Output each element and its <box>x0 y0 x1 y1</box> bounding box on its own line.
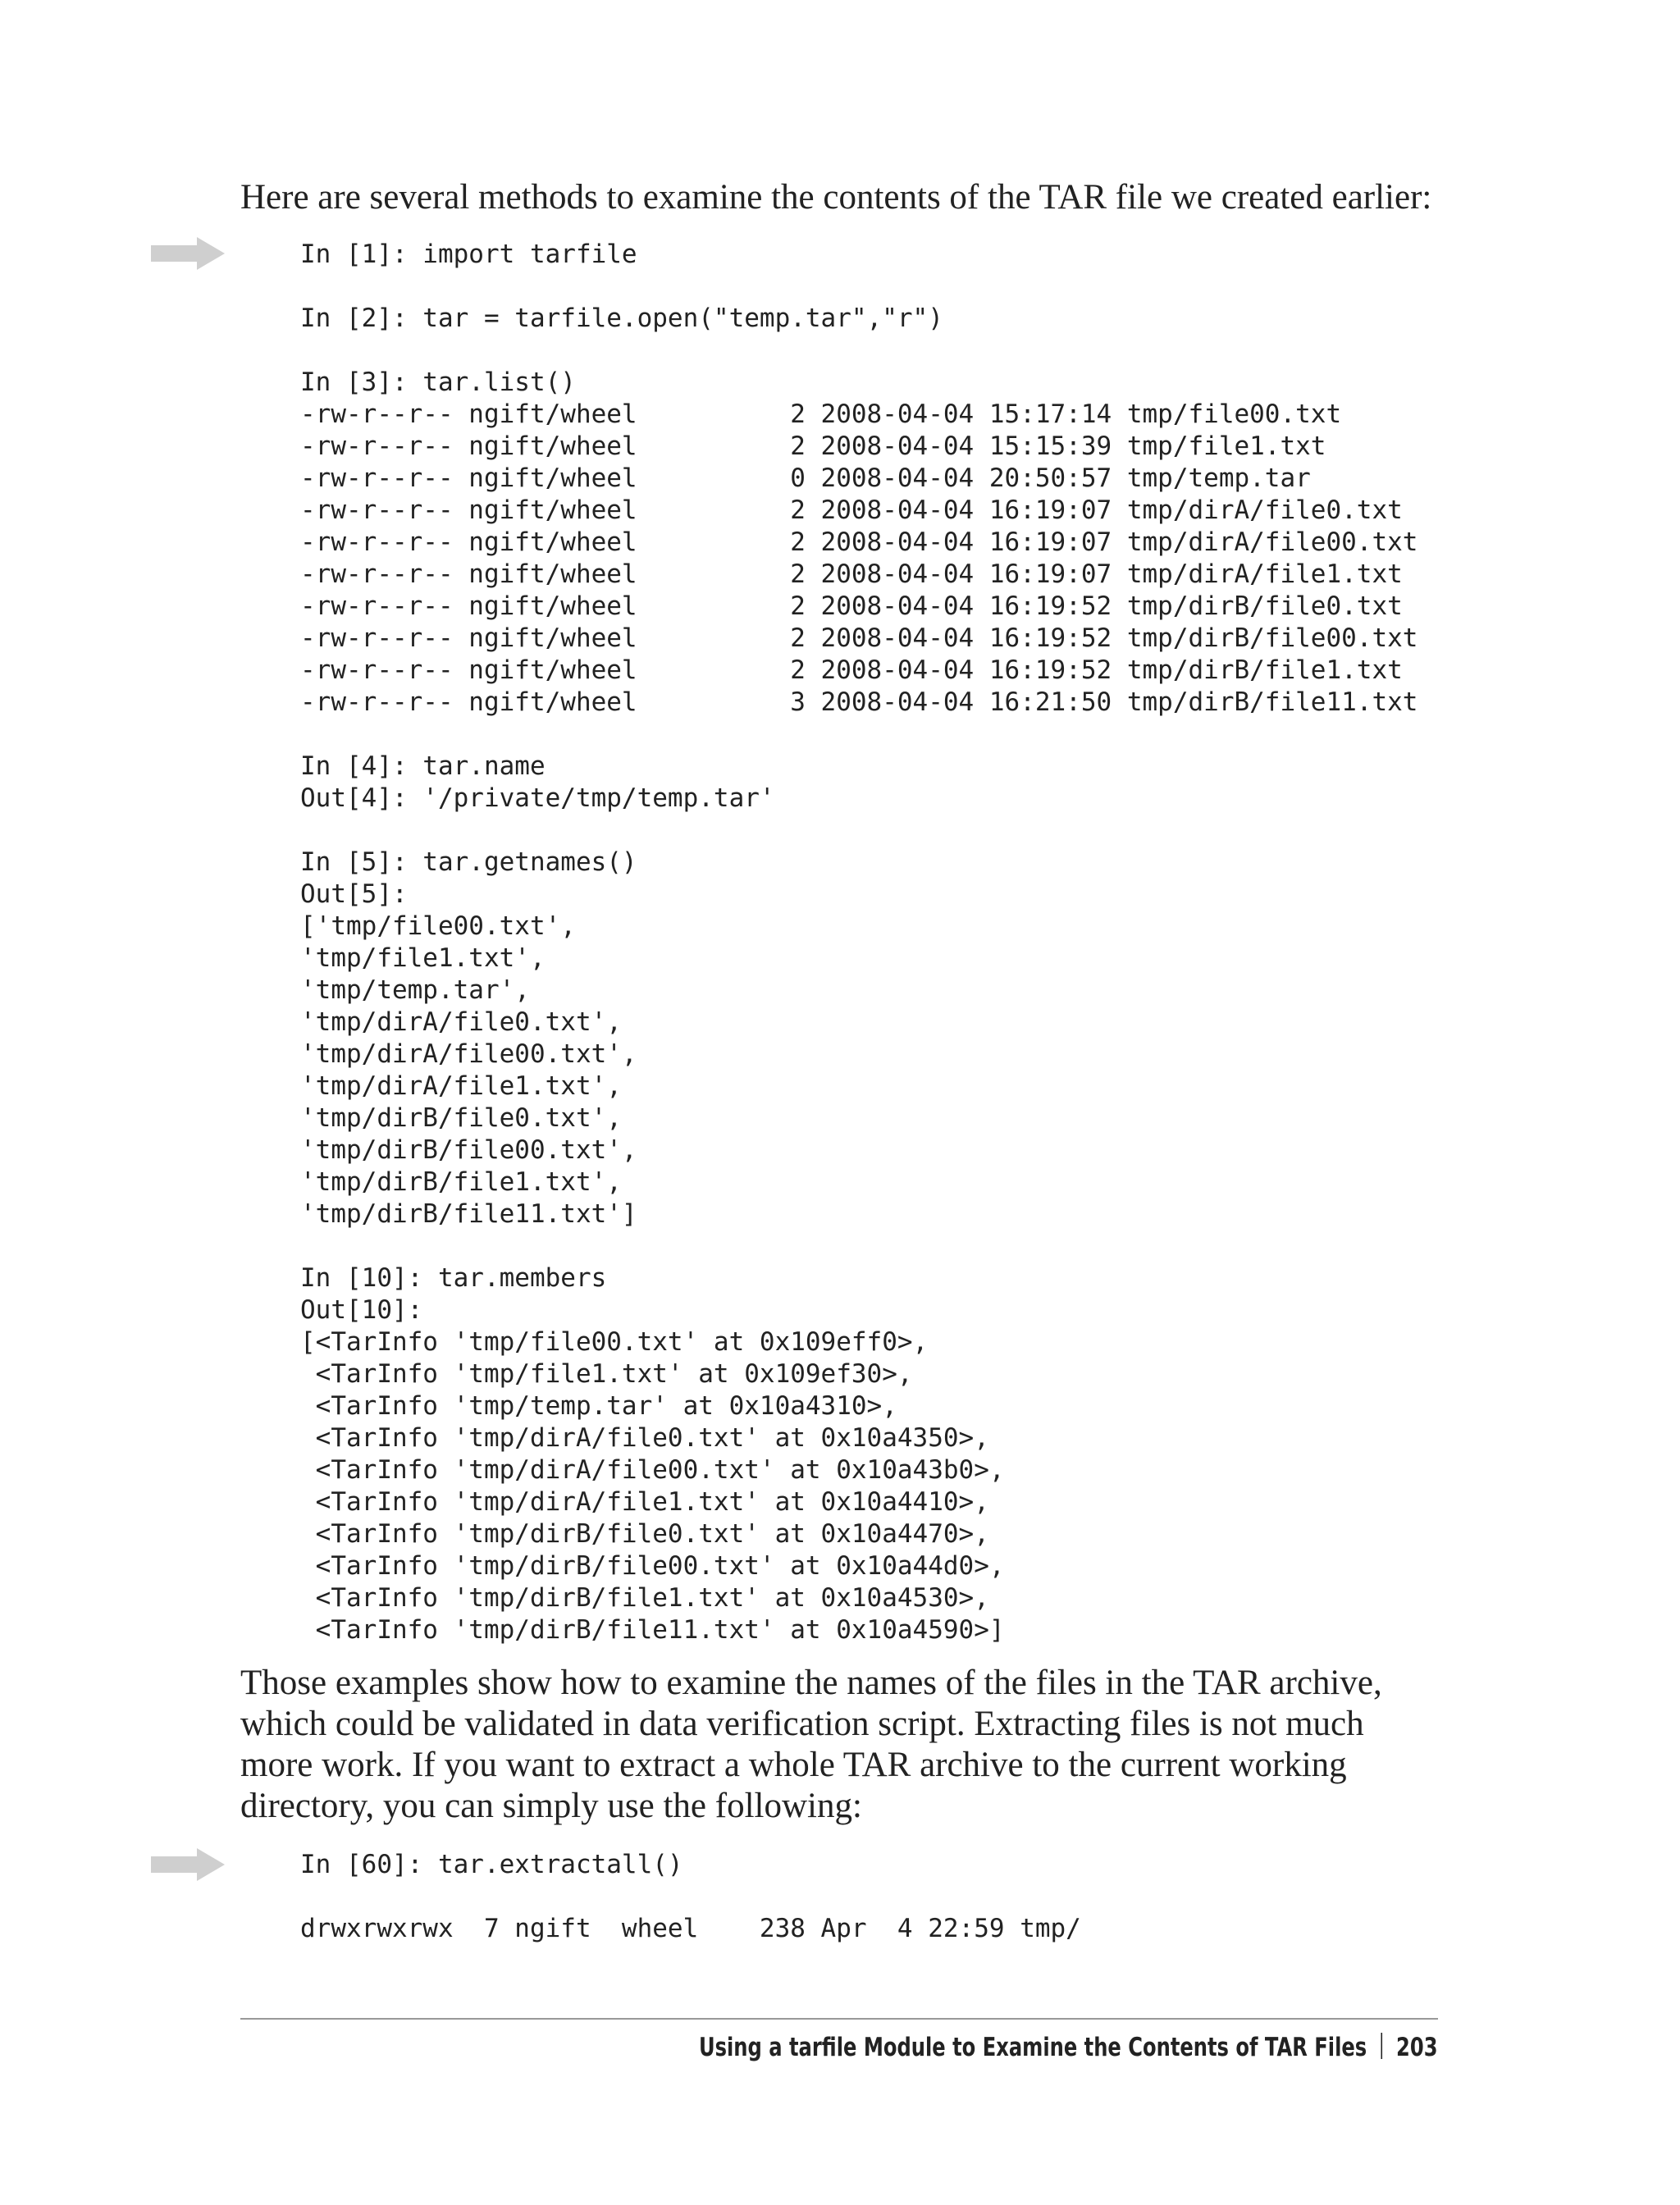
code-example-arrow-icon <box>151 1848 225 1881</box>
page-number: 203 <box>1396 2033 1438 2062</box>
footer-divider <box>240 2018 1438 2020</box>
second-paragraph: Those examples show how to examine the names of the files in the TAR archive, which could be validated in data verification script. Extracting files is not much more work. If you want to extract a whole TAR archive to the current working directory, you can simply use the following: <box>240 1664 1382 1825</box>
code-block-tarfile-examples: In [1]: import tarfile In [2]: tar = tarfile.open("temp.tar","r") In [3]: tar.list() -rw-r--r-- ngift/wheel 2 2008-04-04 15:17:14 tmp/file00.txt -rw-r--r-- ngift/wheel 2 2008-04-04 15:15:39 tmp/file1.txt -rw-r--r-- ngift/wheel 0 2008-04-04 20:50:57 tmp/temp.tar -rw-r--r-- ngift/wheel 2 2008-04-04 16:19:07 tmp/dirA/file0.txt -rw-r--r-- ngift/wheel 2 2008-04-04 16:19:07 tmp/dirA/file00.txt -rw-r--r-- ngift/wheel 2 2008-04-04 16:19:07 tmp/dirA/file1.txt -rw-r--r-- ngift/wheel 2 2008-04-04 16:19:52 tmp/dirB/file0.txt -rw-r--r-- ngift/wheel 2 2008-04-04 16:19:52 tmp/dirB/file00.txt -rw-r--r-- ngift/wheel 2 2008-04-04 16:19:52 tmp/dirB/file1.txt -rw-r--r-- ngift/wheel 3 2008-04-04 16:21:50 tmp/dirB/file11.txt In [4]: tar.name Out[4]: '/private/tmp/temp.tar' In [5]: tar.getnames() Out[5]: ['tmp/file00.txt', 'tmp/file1.txt', 'tmp/temp.tar', 'tmp/dirA/file0.txt', 'tmp/dirA/file00.txt', 'tmp/dirA/file1.txt', 'tmp/dirB/file0.txt', 'tmp/dirB/file00.txt', 'tmp/dirB/file1.txt', 'tmp/dirB/file11.txt'] In [10]: tar.members Out[10]: [<TarInfo 'tmp/file00.txt' at 0x109eff0>, <TarInfo 'tmp/file1.txt' at 0x109ef30>, <TarInfo 'tmp/temp.tar' at 0x10a4310>, <TarInfo 'tmp/dirA/file0.txt' at 0x10a4350>, <TarInfo 'tmp/dirA/file00.txt' at 0x10a43b0>, <TarInfo 'tmp/dirA/file1.txt' at 0x10a4410>, <TarInfo 'tmp/dirB/file0.txt' at 0x10a4470>, <TarInfo 'tmp/dirB/file00.txt' at 0x10a44d0>, <TarInfo 'tmp/dirB/file1.txt' at 0x10a4530>, <TarInfo 'tmp/dirB/file11.txt' at 0x10a4590>] <box>300 240 1418 1645</box>
footer-section-title: Using a tarfile Module to Examine the Contents of TAR Files <box>699 2033 1367 2062</box>
footer-separator <box>1381 2033 1383 2059</box>
code-example-arrow-icon <box>151 237 225 270</box>
code-block-extractall: In [60]: tar.extractall() drwxrwxrwx 7 ngift wheel 238 Apr 4 22:59 tmp/ <box>300 1850 1081 1943</box>
page-footer <box>699 2028 1438 2067</box>
intro-paragraph: Here are several methods to examine the contents of the TAR file we created earlier: <box>240 178 1432 217</box>
